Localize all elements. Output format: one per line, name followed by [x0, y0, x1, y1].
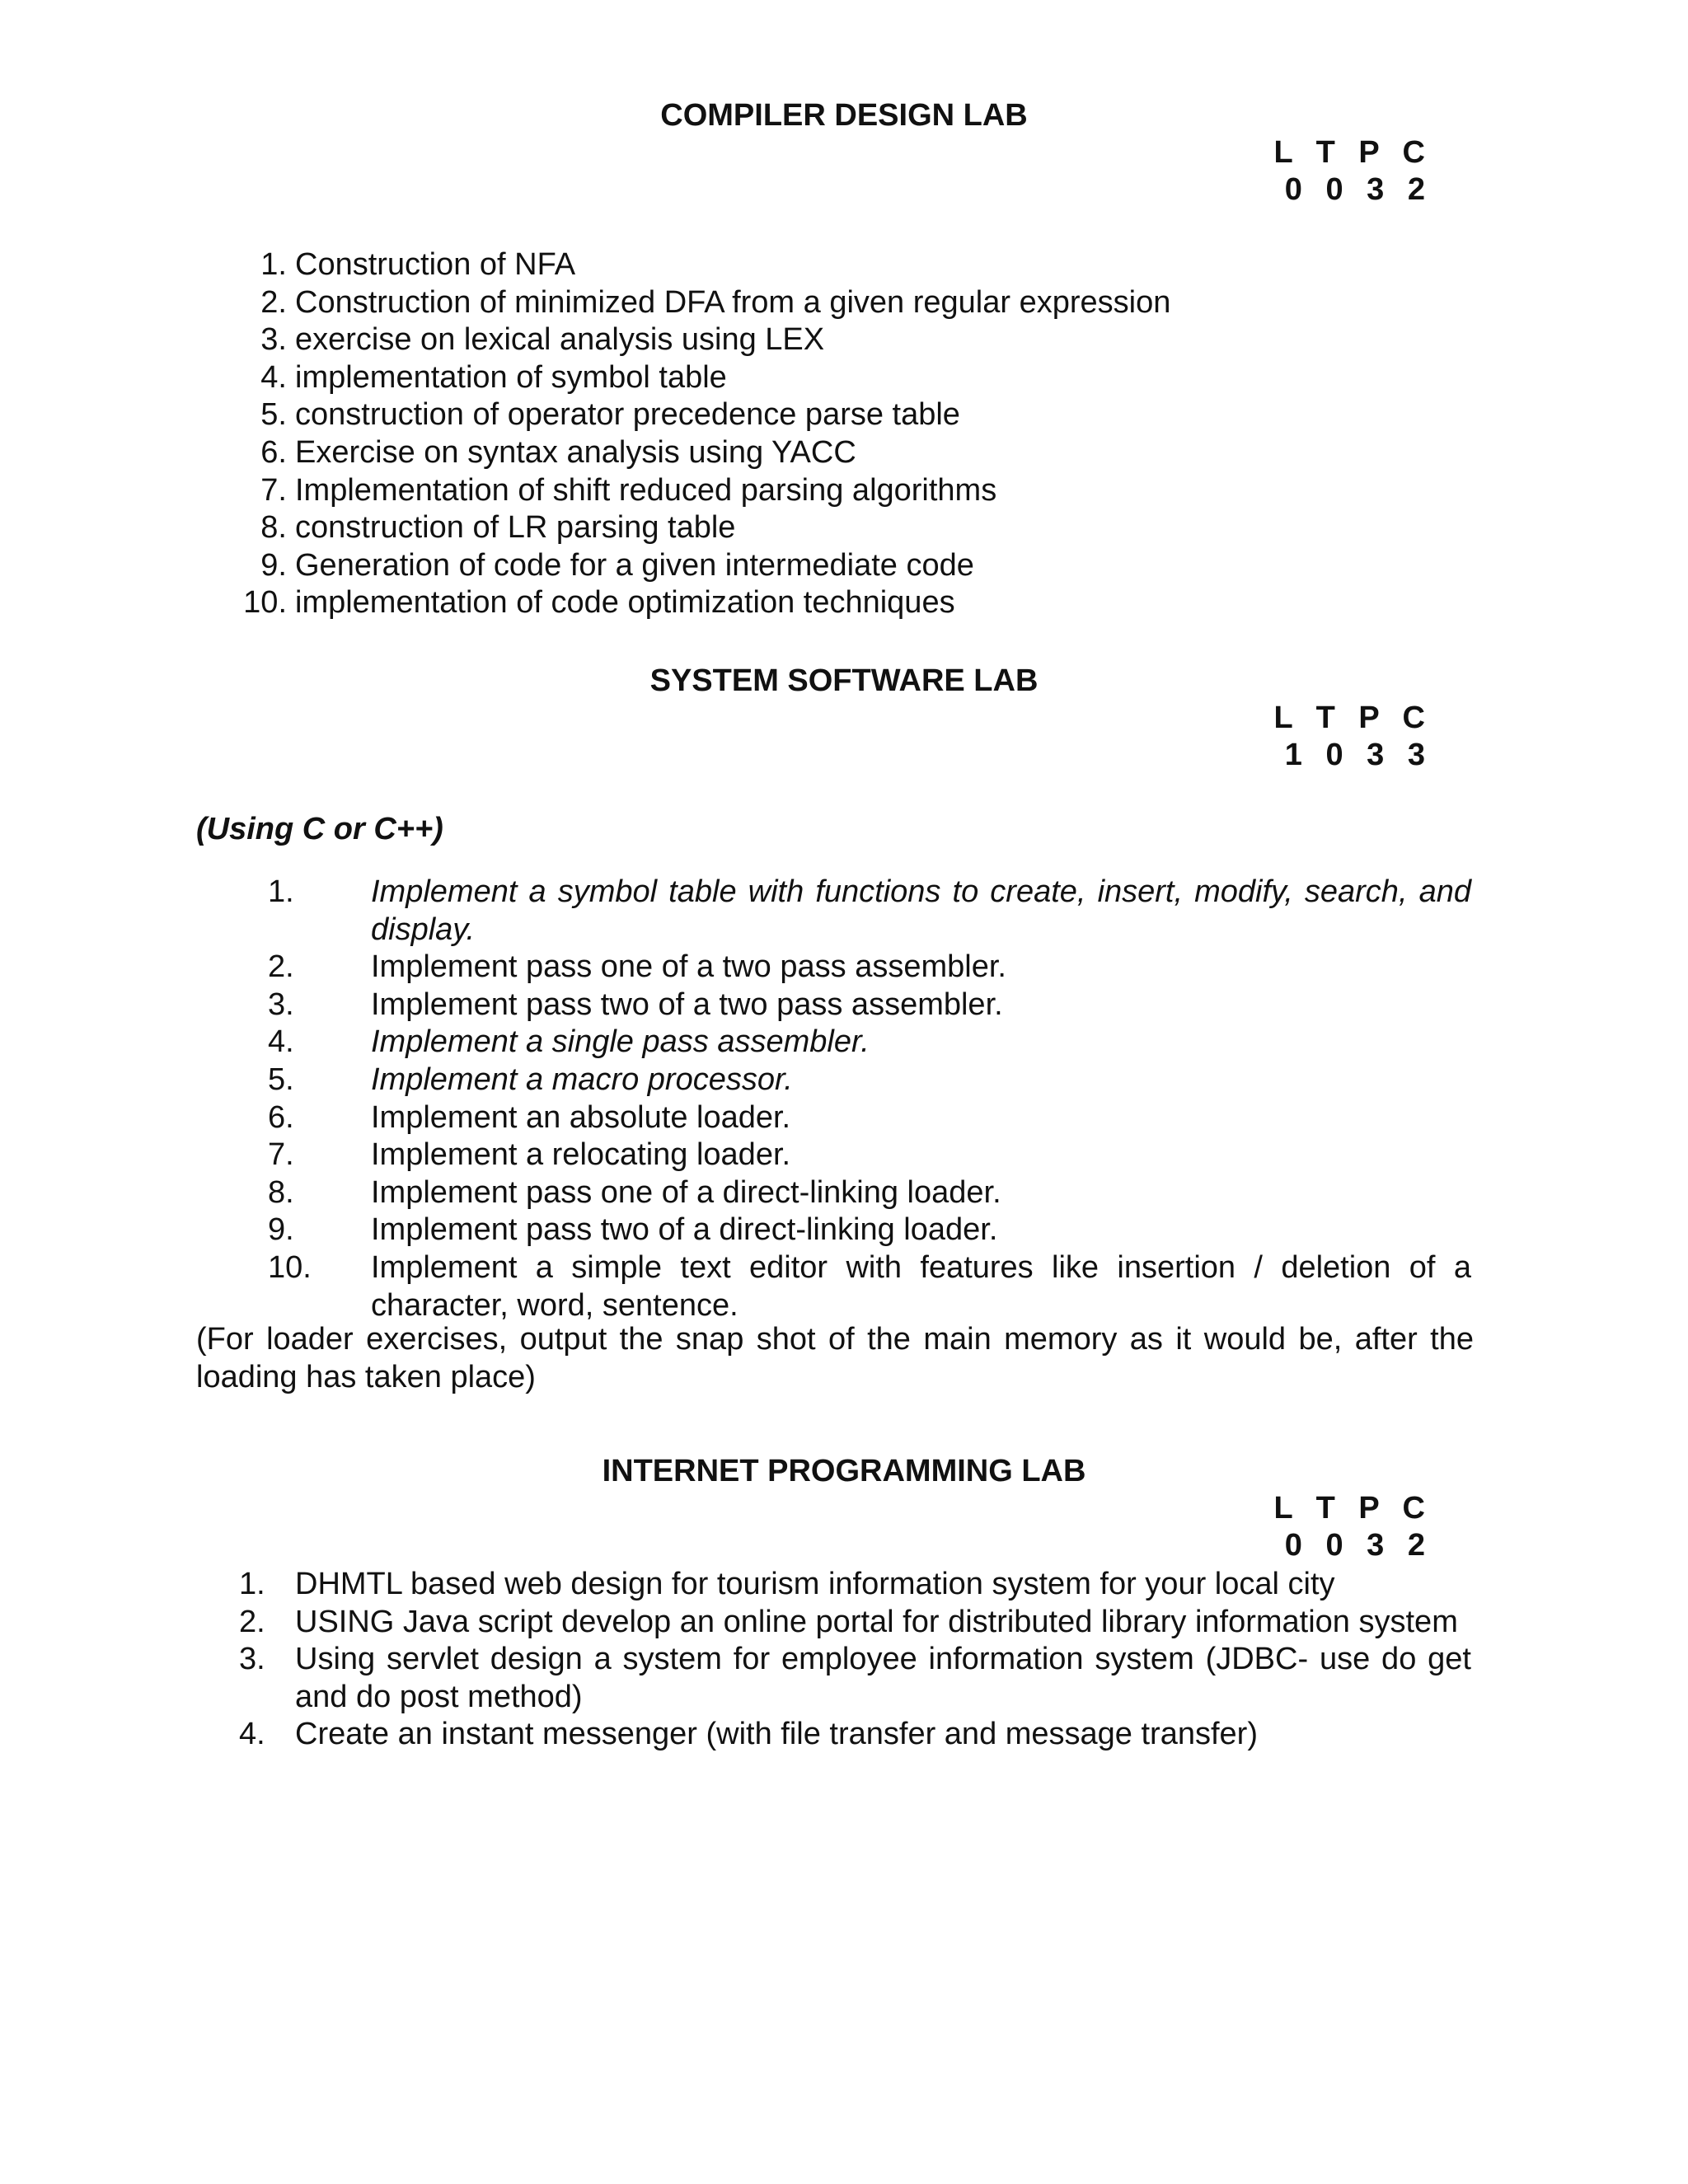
item-number: 4. [260, 359, 287, 395]
list-item [268, 1137, 1471, 1174]
item-number: 7. [260, 472, 287, 508]
item-text: Generation of code for a given intermediate code [295, 547, 974, 583]
ltpc-block-compiler [1273, 134, 1432, 209]
item-text: Implement an absolute loader. [371, 1099, 791, 1135]
list-item [239, 547, 1475, 585]
section-title-compiler-design-lab: COMPILER DESIGN LAB [660, 98, 1028, 133]
list-item [268, 1024, 1471, 1062]
item-number: 8. [260, 510, 287, 546]
ltpc-values: 1 0 3 3 [1284, 738, 1432, 772]
list-item [268, 1212, 1471, 1249]
item-number: 9. [268, 1212, 294, 1248]
internet-programming-exercise-list [239, 1566, 1471, 1754]
list-item [239, 396, 1475, 434]
item-number: 1. [260, 247, 287, 282]
item-text: construction of operator precedence parse table [295, 397, 960, 433]
item-number: 4. [239, 1717, 265, 1752]
item-text: construction of LR parsing table [295, 510, 736, 546]
list-item [268, 874, 1471, 949]
item-number: 1. [239, 1567, 265, 1601]
item-text: USING Java script develop an online portal for distributed library information system [295, 1604, 1458, 1639]
list-item [268, 1174, 1471, 1212]
item-number: 3. [239, 1642, 265, 1677]
compiler-lab-exercise-list [239, 246, 1475, 622]
list-item [239, 284, 1475, 322]
list-item [239, 1566, 1471, 1604]
item-number: 4. [268, 1024, 294, 1060]
item-number: 1. [268, 874, 294, 909]
item-text: Implement pass one of a direct-linking loader. [371, 1174, 1001, 1210]
list-item [239, 1604, 1471, 1642]
item-number: 10. [243, 585, 287, 621]
ltpc-values: 0 0 3 2 [1284, 172, 1432, 207]
list-item [268, 1249, 1471, 1324]
section-title-system-software-lab: SYSTEM SOFTWARE LAB [649, 663, 1039, 698]
section-title-internet-programming-lab: INTERNET PROGRAMMING LAB [602, 1454, 1086, 1488]
item-number: 5. [268, 1062, 294, 1097]
ltpc-header: L T P C [1273, 1491, 1432, 1526]
list-item [239, 1716, 1471, 1754]
item-number: 7. [268, 1137, 294, 1173]
list-item [239, 509, 1475, 547]
item-text: Construction of NFA [295, 247, 576, 282]
item-number: 8. [268, 1174, 294, 1210]
item-text: Implement pass two of a direct-linking loader. [371, 1212, 998, 1248]
item-text: Implement a symbol table with functions to create, insert, modify, search, and display. [371, 874, 1471, 947]
item-text: Exercise on syntax analysis using YACC [295, 434, 856, 470]
item-text: Implement a simple text editor with features like insertion / deletion of a character, word, sentence. [371, 1249, 1471, 1323]
item-number: 2. [260, 284, 287, 320]
item-text: DHMTL based web design for tourism information system for your local city [295, 1567, 1335, 1601]
item-number: 6. [260, 434, 287, 470]
list-item [239, 472, 1475, 510]
list-item [239, 584, 1475, 622]
item-text: implementation of code optimization techniques [295, 585, 955, 621]
list-item [239, 321, 1475, 359]
item-number: 2. [268, 949, 294, 985]
item-number: 10. [268, 1249, 312, 1285]
list-item [268, 1062, 1471, 1099]
item-text: Implement a single pass assembler. [371, 1024, 870, 1060]
list-item [268, 949, 1471, 987]
language-note: (Using C or C++) [196, 812, 443, 846]
ltpc-values: 0 0 3 2 [1284, 1528, 1432, 1563]
item-number: 9. [260, 547, 287, 583]
item-number: 3. [260, 322, 287, 358]
item-text: implementation of symbol table [295, 359, 727, 395]
item-number: 3. [268, 987, 294, 1022]
list-item [268, 987, 1471, 1024]
item-text: Implementation of shift reduced parsing algorithms [295, 472, 997, 508]
item-number: 5. [260, 397, 287, 433]
list-item [239, 359, 1475, 397]
ltpc-header: L T P C [1273, 135, 1432, 170]
ltpc-block-internet-programming [1273, 1490, 1432, 1564]
item-text: Using servlet design a system for employee information system (JDBC- use do get and do post method) [295, 1642, 1471, 1714]
item-text: Implement a relocating loader. [371, 1137, 791, 1173]
ltpc-header: L T P C [1273, 701, 1432, 735]
item-text: exercise on lexical analysis using LEX [295, 322, 825, 358]
item-text: Construction of minimized DFA from a given regular expression [295, 284, 1171, 320]
item-text: Create an instant messenger (with file transfer and message transfer) [295, 1717, 1258, 1752]
list-item [239, 246, 1475, 284]
item-number: 2. [239, 1604, 265, 1639]
list-item [239, 1641, 1471, 1716]
loader-exercise-note: (For loader exercises, output the snap shot of the main memory as it would be, after the loading has taken place) [196, 1322, 1474, 1394]
ltpc-block-system-software [1273, 700, 1432, 774]
list-item [239, 434, 1475, 472]
item-text: Implement pass one of a two pass assembler. [371, 949, 1006, 985]
item-number: 6. [268, 1099, 294, 1135]
item-text: Implement pass two of a two pass assembler. [371, 987, 1003, 1022]
system-software-exercise-list [268, 874, 1471, 1324]
item-text: Implement a macro processor. [371, 1062, 793, 1097]
list-item [268, 1099, 1471, 1137]
